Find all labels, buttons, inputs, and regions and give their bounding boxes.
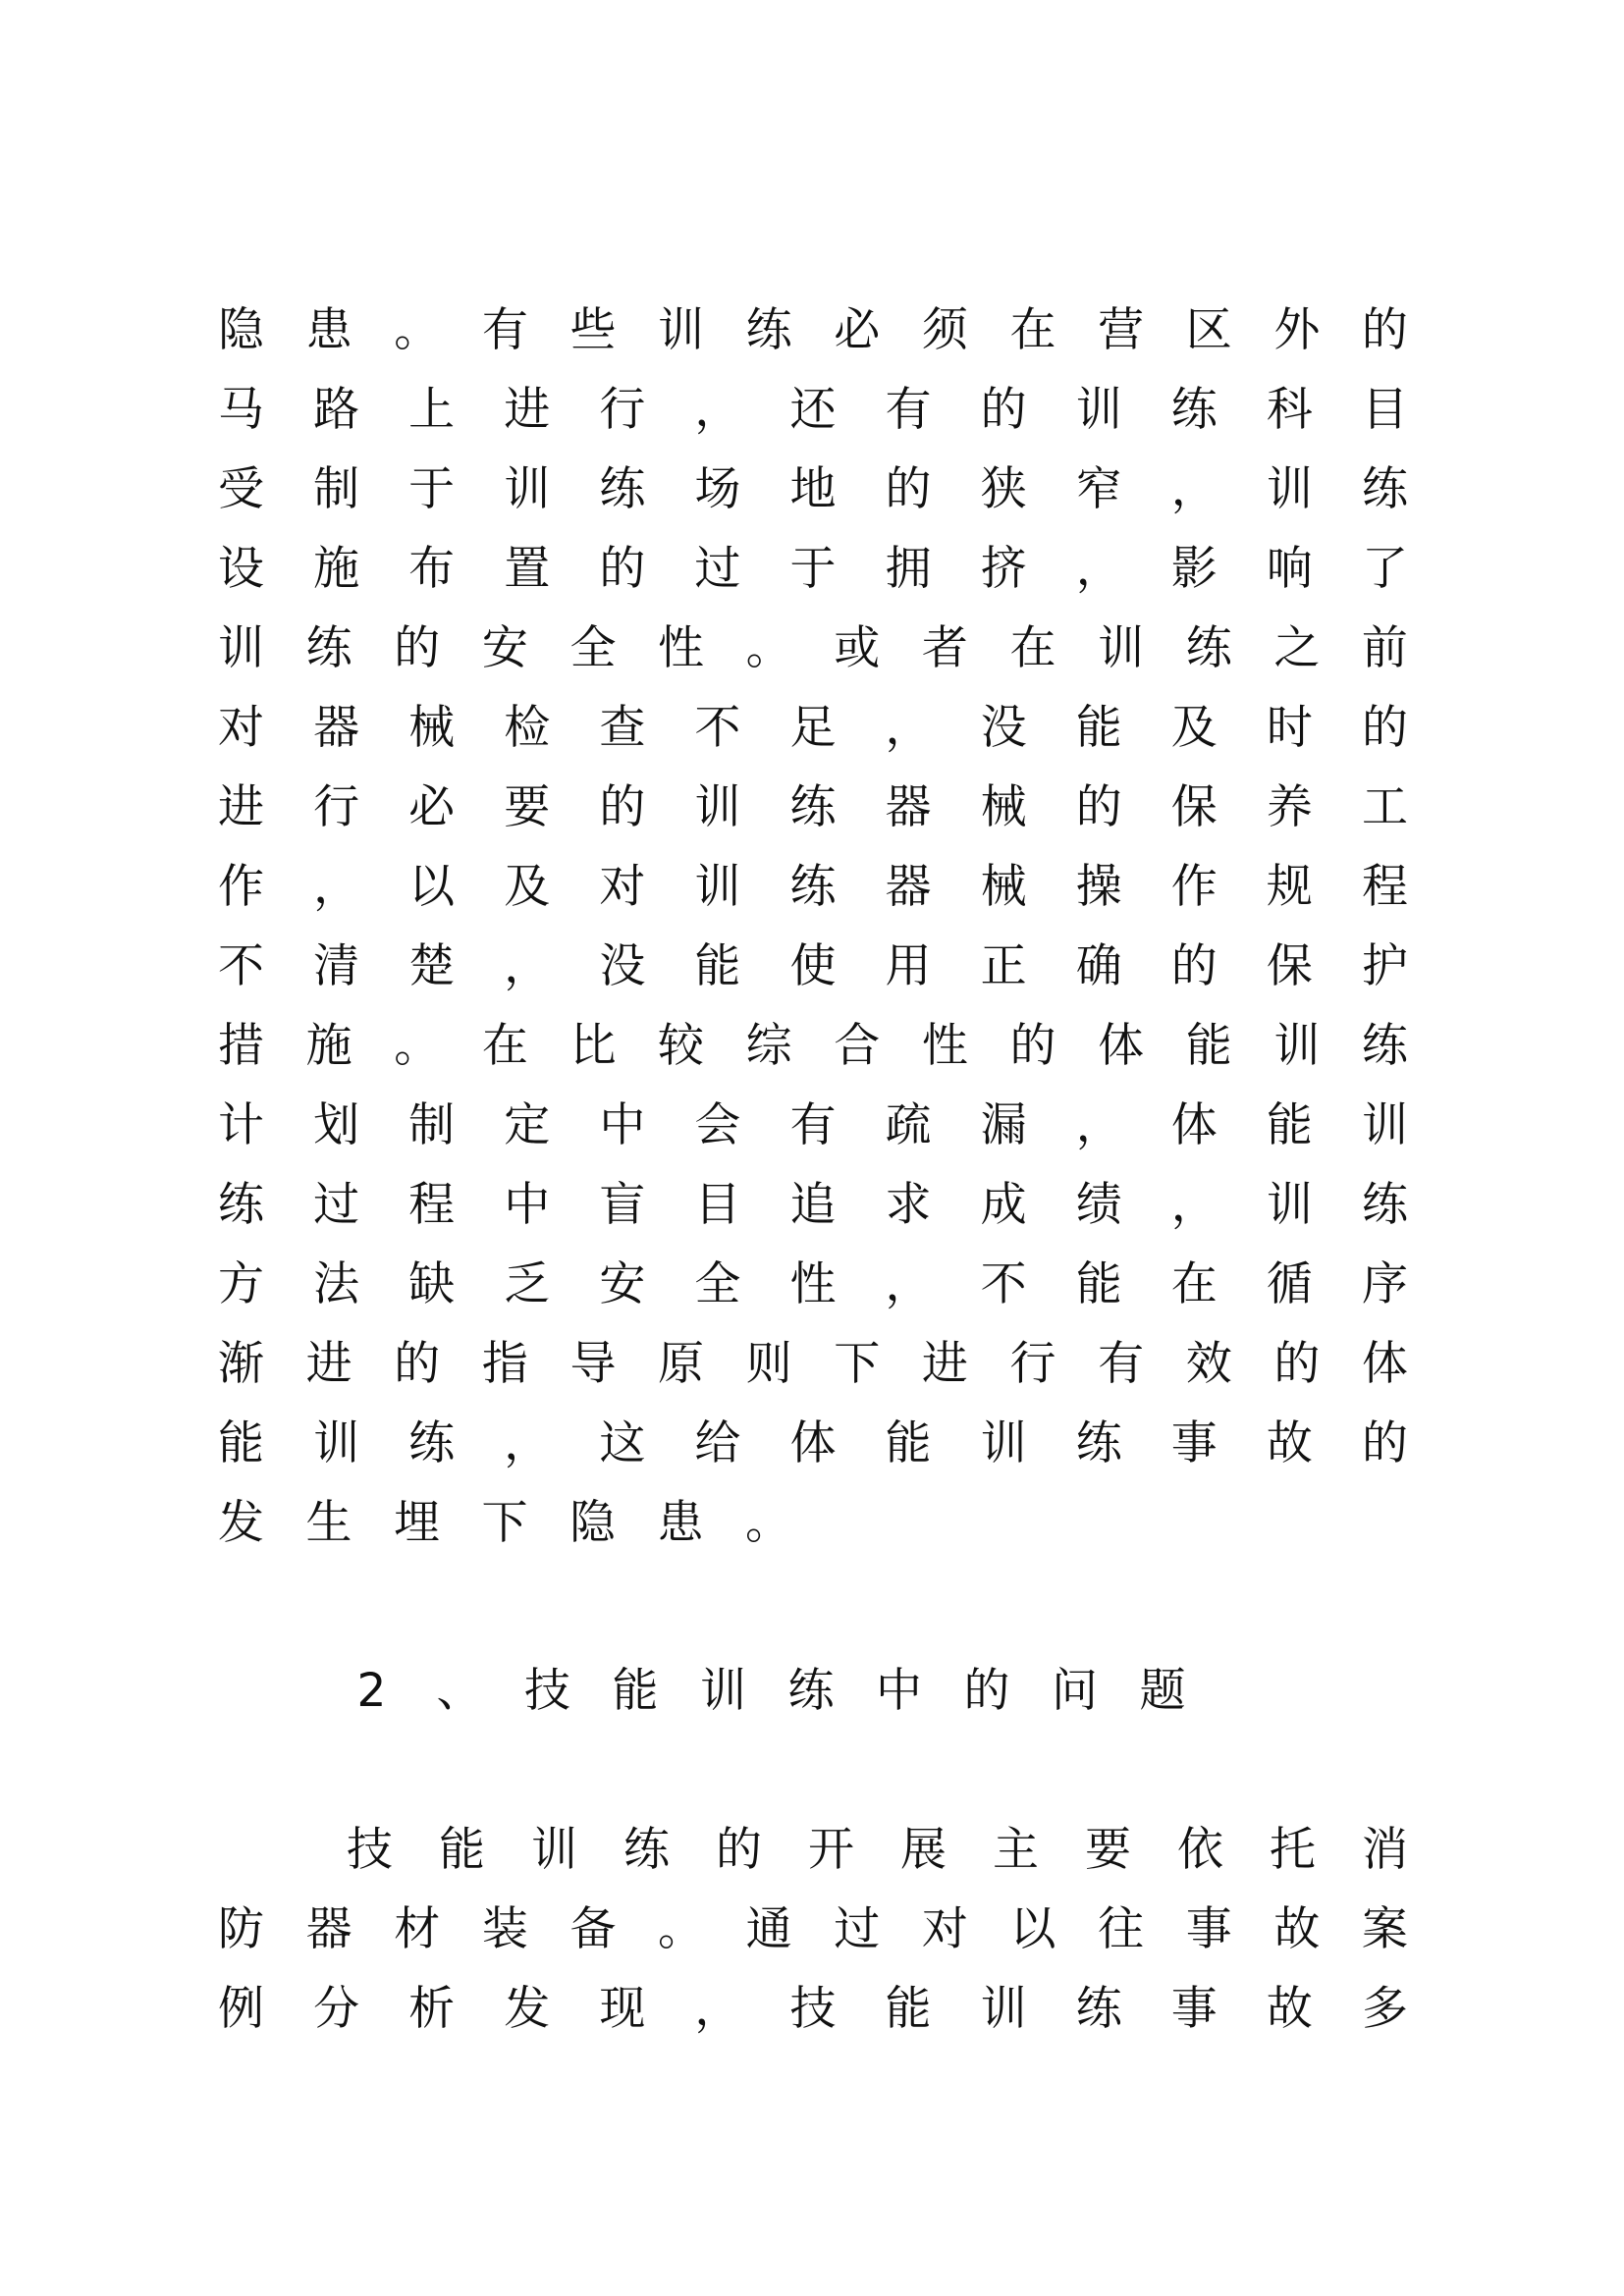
text-line: 受 制 于 训 练 场 地 的 狭 窄 ， 训 练 <box>218 462 1408 516</box>
paragraph-safety-hazards <box>218 291 1408 1563</box>
text-line: 技 能 训 练 的 开 展 主 要 依 托 消 <box>347 1823 1408 1877</box>
text-line: 能 训 练 ， 这 给 体 能 训 练 事 故 的 <box>218 1416 1408 1470</box>
text-line: 马 路 上 进 行 ， 还 有 的 训 练 科 目 <box>218 383 1408 437</box>
text-line: 防 器 材 装 备 。 通 过 对 以 往 事 故 案 <box>218 1902 1408 1956</box>
text-line: 设 施 布 置 的 过 于 拥 挤 ， 影 响 了 <box>218 542 1408 596</box>
text-line: 渐 进 的 指 导 原 则 下 进 行 有 效 的 体 <box>218 1337 1408 1391</box>
text-line: 训 练 的 安 全 性 。 或 者 在 训 练 之 前 <box>218 621 1408 675</box>
section-heading <box>349 1651 1232 1731</box>
text-line: 发 生 埋 下 隐 患 。 <box>218 1496 791 1550</box>
text-line: 不 清 楚 ， 没 能 使 用 正 确 的 保 护 <box>218 939 1408 993</box>
text-line: 计 划 制 定 中 会 有 疏 漏 ， 体 能 训 <box>218 1098 1408 1152</box>
heading-text: 2 、 技 能 训 练 中 的 问 题 <box>356 1664 1186 1718</box>
text-line: 进 行 必 要 的 训 练 器 械 的 保 养 工 <box>218 780 1408 834</box>
text-line: 作 ， 以 及 对 训 练 器 械 操 作 规 程 <box>218 860 1408 914</box>
text-line: 例 分 析 发 现 ， 技 能 训 练 事 故 多 <box>218 1982 1408 2036</box>
text-line: 措 施 。 在 比 较 综 合 性 的 体 能 训 练 <box>218 1019 1408 1073</box>
paragraph-skill-training <box>218 1810 1408 2049</box>
text-line: 练 过 程 中 盲 目 追 求 成 绩 ， 训 练 <box>218 1178 1408 1232</box>
text-line: 隐 患 。 有 些 训 练 必 须 在 营 区 外 的 <box>218 303 1408 357</box>
text-line: 对 器 械 检 查 不 足 ， 没 能 及 时 的 <box>218 701 1408 755</box>
text-line: 方 法 缺 乏 安 全 性 ， 不 能 在 循 序 <box>218 1257 1408 1311</box>
